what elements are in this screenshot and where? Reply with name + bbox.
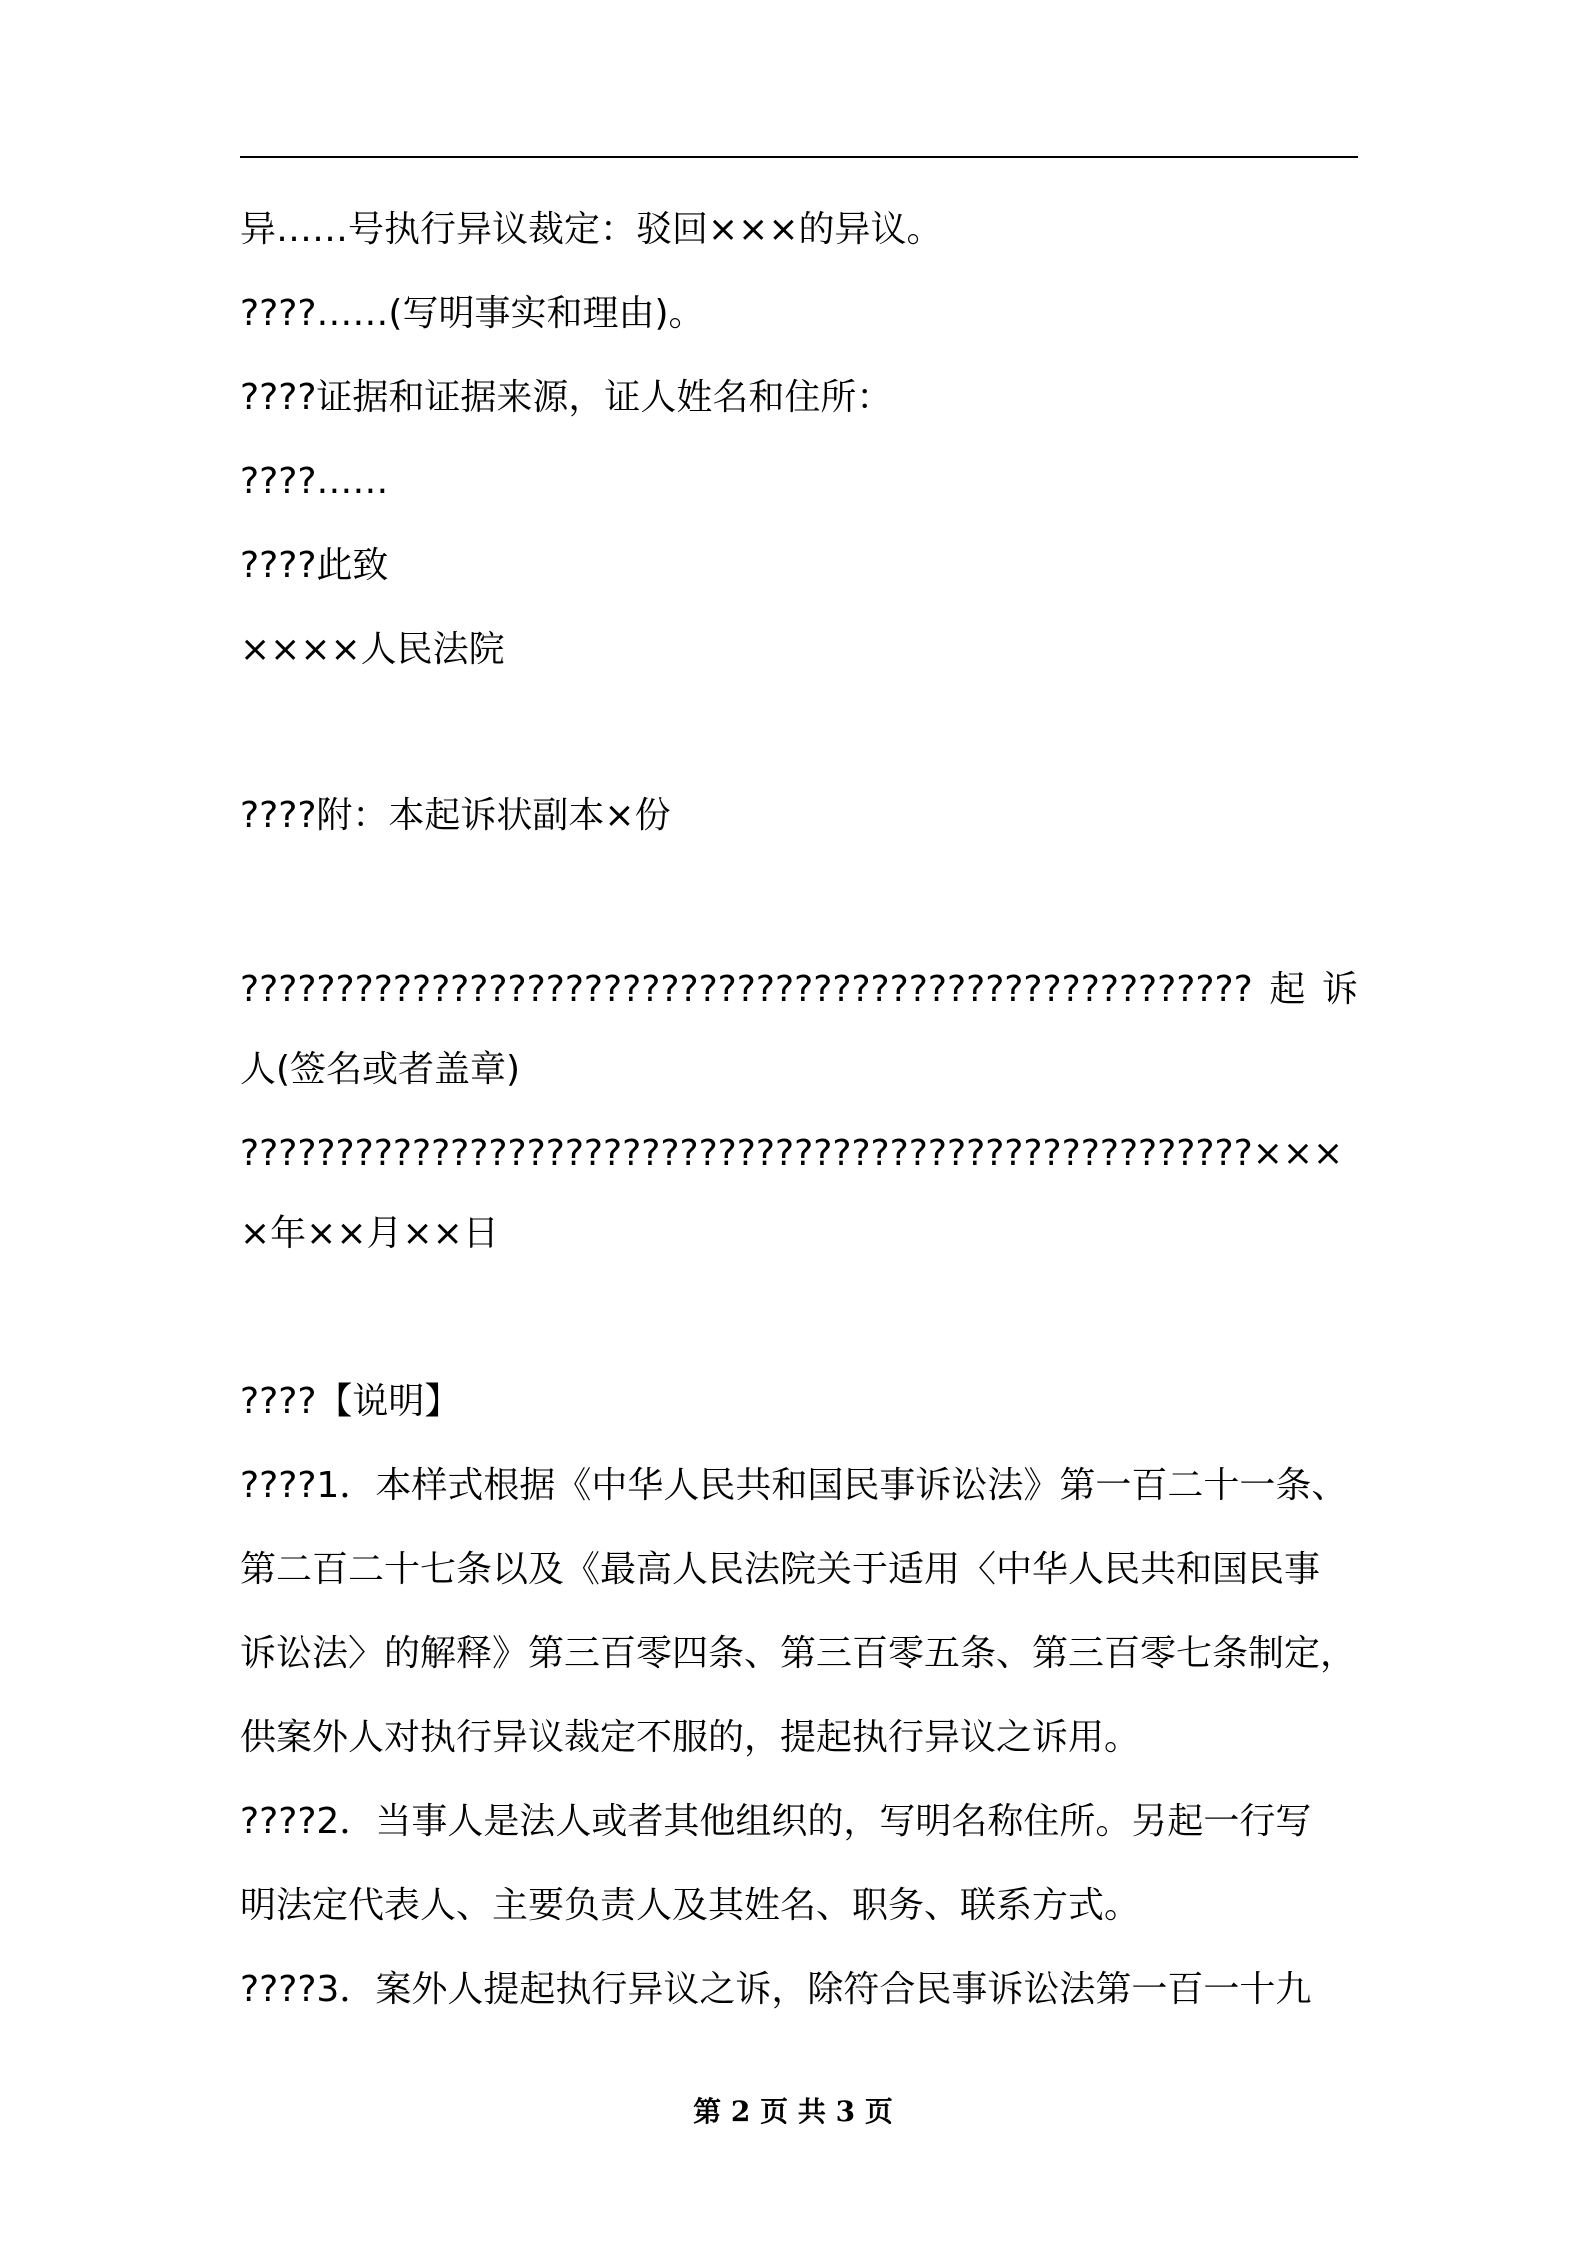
text-line-evidence: ????证据和证据来源，证人姓名和住所： [240,377,893,418]
text-line-objection-ruling: 异……号执行异议裁定：驳回×××的异议。 [240,209,943,250]
text-line-plaintiff-signature-1: ?????????????????????????????????????????????????????起诉 [240,969,1358,1010]
header-rule [240,156,1358,158]
text-line-salutation: ????此致 [240,545,389,586]
note-1-line-3: 诉讼法〉的解释》第三百零四条、第三百零五条、第三百零七条制定， [240,1633,1357,1674]
note-2-line-2: 明法定代表人、主要负责人及其姓名、职务、联系方式。 [240,1885,1141,1926]
text-line-attachment: ????附：本起诉状副本×份 [240,795,671,836]
section-heading-notes: ????【说明】 [240,1381,461,1422]
text-line-facts-reasons: ????……(写明事实和理由)。 [240,293,705,334]
text-line-plaintiff-signature-2: 人(签名或者盖章) [240,1049,521,1090]
page-number-footer: 第 2 页 共 3 页 [693,2095,893,2128]
note-1-line-4: 供案外人对执行异议裁定不服的，提起执行异议之诉用。 [240,1717,1141,1758]
text-line-date-2: ×年××月××日 [240,1213,499,1254]
note-1-line-1: ????1．本样式根据《中华人民共和国民事诉讼法》第一百二十一条、 [240,1465,1348,1506]
text-line-ellipsis: ????…… [240,461,389,502]
note-1-line-2: 第二百二十七条以及《最高人民法院关于适用〈中华人民共和国民事 [240,1549,1321,1590]
note-3-line-1: ????3．案外人提起执行异议之诉，除符合民事诉讼法第一百一十九 [240,1969,1312,2010]
text-line-date-1: ?????????????????????????????????????????????????????××× [240,1133,1344,1174]
text-line-court: ××××人民法院 [240,629,505,670]
note-2-line-1: ????2．当事人是法人或者其他组织的，写明名称住所。另起一行写 [240,1801,1312,1842]
